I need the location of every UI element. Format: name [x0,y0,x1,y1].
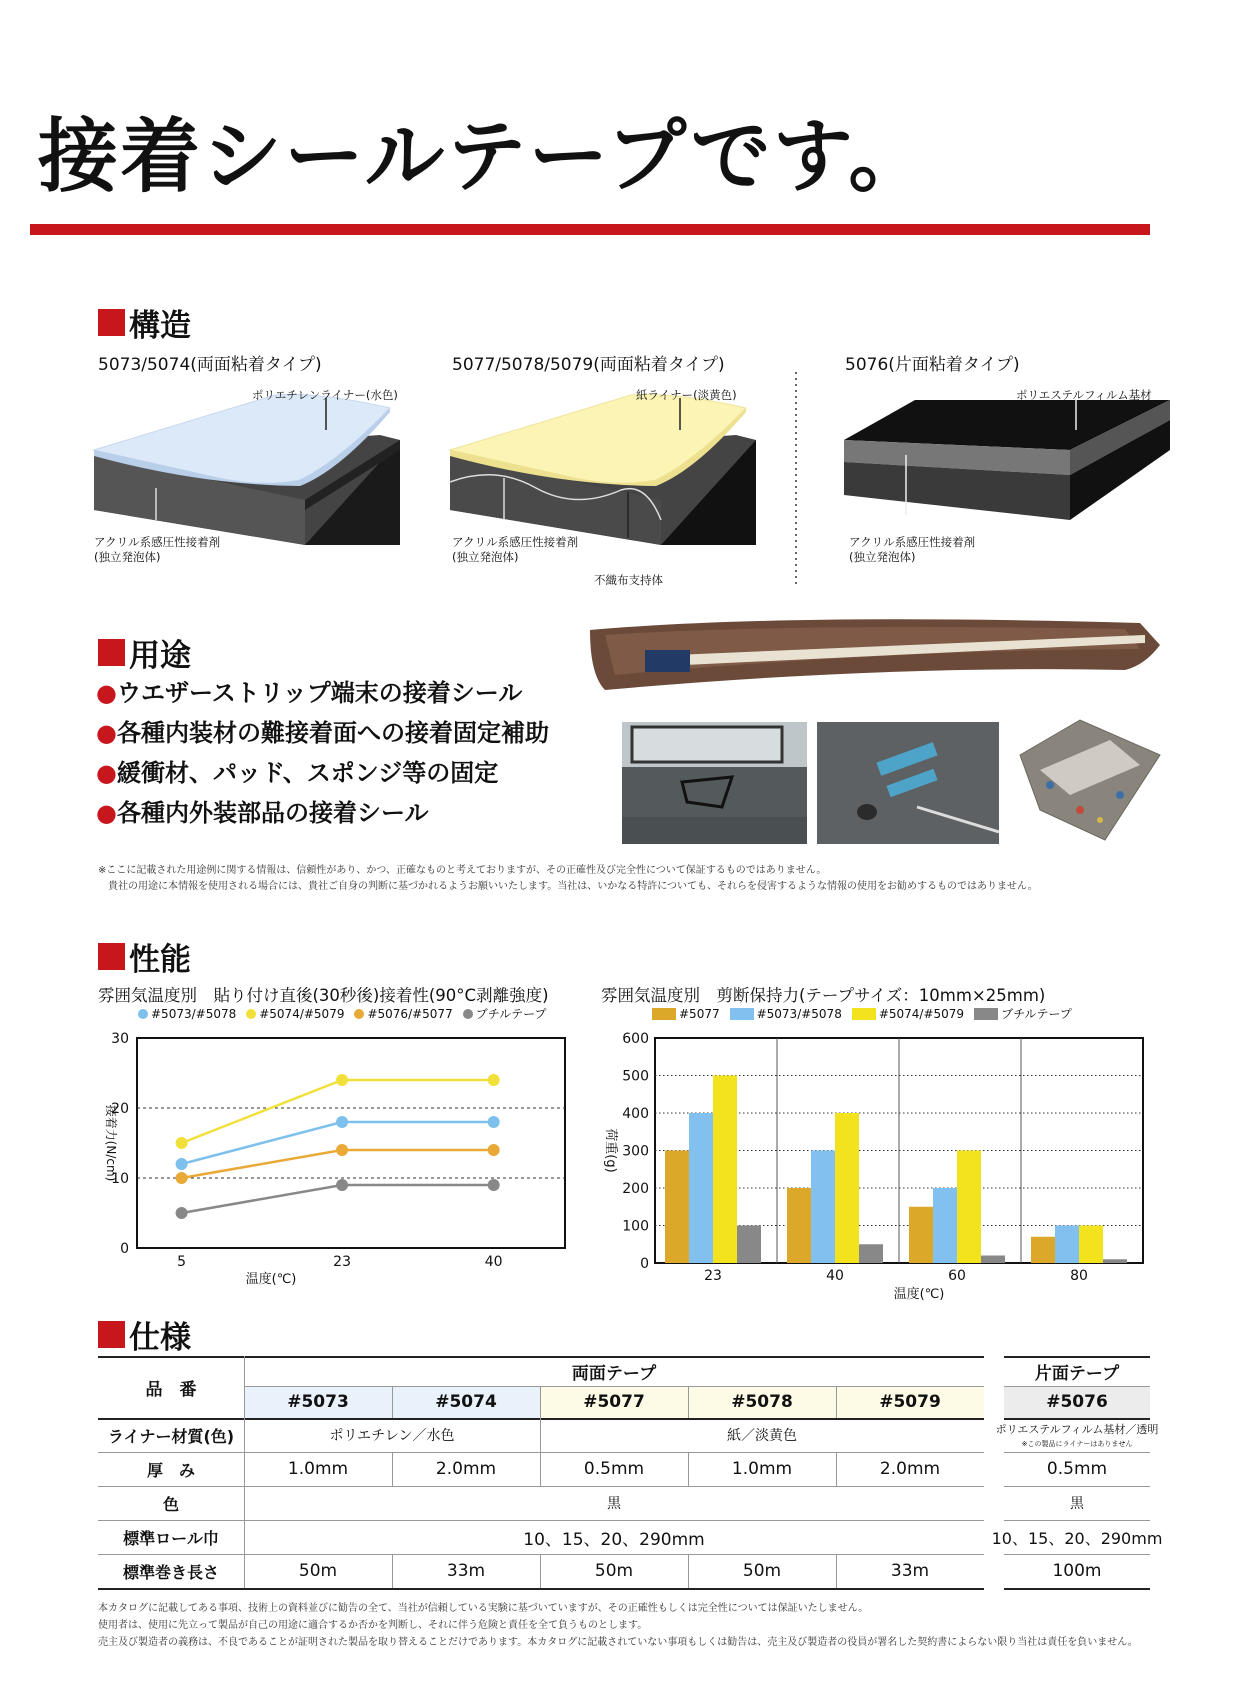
data-point [488,1179,500,1191]
roll-length-label: 標準巻き長さ [122,1562,219,1582]
panel-2-title: 5077/5078/5079(両面粘着タイプ) [452,355,725,375]
roll-length-5073: 50m [298,1561,338,1581]
data-point [336,1144,348,1156]
y-tick-label: 20 [111,1101,129,1117]
legend-swatch [463,1009,473,1019]
interior-photo-1 [622,722,807,844]
bar [713,1076,737,1264]
spec-table [98,1356,1163,1596]
bar [835,1113,859,1263]
liner-pe: ポリエチレン／水色 [329,1428,455,1444]
usage-section-title [98,630,191,675]
single-sided-group: 片面テープ [1034,1363,1120,1384]
footer-line-1: 本カタログに記載してある事項、技術上の資料並びに勧告の全て、当社が信頼している実験に基づいていますが、その正確性もしくは完全性については保証いたしません。 [98,1603,869,1614]
x-tick-label: 80 [1070,1268,1088,1284]
legend-swatch [246,1009,256,1019]
legend-swatch [138,1009,148,1019]
usage-bullet-text: 各種内装材の難接着面への接着固定補助 [116,719,549,747]
usage-note-1: ※ここに記載された用途例に関する情報は、信頼性があり、かつ、正確なものと考えておりますが、その正確性及び完全性について保証するものではありません。 [98,865,827,876]
legend-label: #5073/#5078 [756,1006,842,1021]
y-tick-label: 0 [640,1256,649,1272]
thickness-5076: 0.5mm [1046,1459,1108,1479]
legend-label: #5074/#5079 [878,1006,965,1021]
usage-note-2: 貴社の用途に本情報を使用される場合には、貴社ご自身の判断に基づかれるようお願いいたします。当社は、いかなる特許についても、それらを侵害するような情報の使用をお勧めするものではありません。 [108,881,1038,892]
panel-1-adhesive-label-2: (独立発泡体) [94,550,161,564]
roll-length-5077: 50m [594,1561,634,1581]
y-tick-label: 30 [111,1031,129,1047]
legend-swatch [354,1009,364,1019]
panel-3-title: 5076(片面粘着タイプ) [845,355,1020,375]
bar-chart [595,1020,1155,1305]
x-axis-label: 温度(℃) [245,1272,297,1287]
bar [811,1151,835,1264]
legend-item [138,1007,236,1021]
spec-section-title [98,1312,191,1357]
roll-length-5074: 33m [446,1561,486,1581]
panel-3-diagram [844,400,1170,520]
product-5076: #5076 [1046,1392,1108,1412]
bar [1031,1237,1055,1263]
panel-1-title: 5073/5074(両面粘着タイプ) [98,355,322,375]
y-tick-label: 0 [120,1241,129,1257]
legend-item [652,1007,720,1021]
performance-title-text: 性能 [129,942,191,978]
panel-3-adhesive-label-2: (独立発泡体) [849,550,916,564]
panel-3-base-label: ポリエステルフィルム基材 [1016,388,1152,402]
structure-title-text: 構造 [129,308,191,344]
bar [933,1188,957,1263]
data-point [488,1074,500,1086]
double-sided-group: 両面テープ [571,1363,657,1384]
bar [859,1244,883,1263]
roll-width-single: 10、15、20、290mm [991,1528,1163,1548]
x-tick-label: 40 [484,1254,503,1270]
panel-1-diagram [94,395,400,545]
legend-label: #5076/#5077 [367,1006,453,1021]
legend-label: ブチルテープ [475,1007,547,1021]
y-tick-label: 500 [622,1068,649,1085]
red-square-icon [98,639,125,666]
y-tick-label: 200 [622,1181,649,1197]
color-label: 色 [162,1494,179,1514]
foam-pad-photo [1010,715,1170,850]
thickness-5078: 1.0mm [731,1459,793,1479]
usage-bullet-text: 緩衝材、パッド、スポンジ等の固定 [116,759,499,787]
bar-chart-title: 雰囲気温度別 剪断保持力(テープサイズ：10mm×25mm) [601,986,1046,1005]
y-tick-label: 10 [111,1171,129,1187]
legend-swatch [974,1008,998,1020]
performance-section-title [98,934,191,979]
thickness-5079: 2.0mm [879,1459,941,1479]
y-axis-label: 接着力(N/cm) [104,1104,118,1182]
y-tick-label: 100 [622,1218,649,1235]
legend-label: #5074/#5079 [259,1006,345,1021]
bar [665,1151,689,1264]
y-tick-label: 400 [622,1106,649,1122]
panel-1-liner-label: ポリエチレンライナー(水色) [252,388,398,402]
product-5078: #5078 [731,1392,793,1412]
red-square-icon [98,309,125,336]
color-double: 黒 [607,1496,621,1512]
weatherstrip-photo [585,615,1160,715]
usage-title-text: 用途 [129,638,191,674]
panel-2-diagram [450,395,756,545]
roll-length-5078: 50m [742,1561,782,1581]
thickness-5074: 2.0mm [435,1459,497,1479]
data-point [336,1074,348,1086]
x-tick-label: 23 [333,1254,351,1270]
roll-length-5079: 33m [890,1561,930,1581]
bullet-dot-icon: ● [96,759,117,787]
roll-width-double: 10、15、20、290mm [523,1529,705,1550]
roll-length-5076: 100m [1052,1561,1102,1581]
legend-label: #5077 [679,1006,720,1021]
x-tick-label: 60 [948,1268,966,1284]
bar [1055,1226,1079,1264]
x-tick-label: 40 [826,1268,844,1284]
data-point [176,1172,188,1184]
legend-swatch [652,1008,676,1020]
panel-1-adhesive-label: アクリル系感圧性接着剤 [94,535,221,549]
data-point [176,1137,188,1149]
structure-diagrams [90,370,1170,600]
liner-label: ライナー材質(色) [107,1426,235,1446]
bar [787,1188,811,1263]
data-point [488,1144,500,1156]
color-single: 黒 [1070,1496,1084,1512]
data-point [336,1116,348,1128]
panel-2-support-label: 不織布支持体 [594,573,663,587]
footer-line-2: 使用者は、使用に先立って製品が自己の用途に適合するか否かを判断し、それに伴う危険と責任を全て負うものとします。 [98,1620,648,1631]
liner-5076-note: ※この製品にライナーはありません [1021,1440,1133,1448]
product-header: 品 番 [145,1379,197,1400]
product-5074: #5074 [435,1392,497,1412]
thickness-5073: 1.0mm [287,1459,349,1479]
product-5077: #5077 [583,1392,645,1412]
thickness-5077: 0.5mm [583,1459,645,1479]
liner-5076: ポリエステルフィルム基材／透明 [995,1423,1159,1436]
panel-2-adhesive-label-2: (独立発泡体) [452,550,519,564]
spec-title-text: 仕様 [129,1320,191,1356]
bullet-dot-icon: ● [96,719,117,747]
usage-bullet-2 [96,713,549,748]
legend-swatch [852,1008,876,1020]
data-point [336,1179,348,1191]
data-point [176,1158,188,1170]
legend-item [730,1007,842,1021]
table-rule [1004,1588,1150,1590]
legend-item [246,1007,344,1021]
red-square-icon [98,1321,125,1348]
legend-swatch [730,1008,754,1020]
x-axis-label: 温度(℃) [893,1287,945,1302]
legend-label: #5073/#5078 [151,1006,237,1021]
panel-2-liner-label: 紙ライナー(淡黄色) [636,388,737,402]
bar [737,1226,761,1264]
legend-item [852,1007,964,1021]
legend-label: ブチルテープ [1001,1007,1072,1021]
line-chart-title: 雰囲気温度別 貼り付け直後(30秒後)接着性(90°C剥離強度) [98,986,549,1005]
thickness-label: 厚 み [146,1460,195,1480]
roll-width-label: 標準ロール巾 [123,1528,219,1548]
bullet-dot-icon: ● [96,799,117,827]
usage-bullet-text: 各種内外装部品の接着シール [116,799,429,827]
footer-line-3: 売主及び製造者の義務は、不良であることが証明された製品を取り替えることだけであります。本カタログに記載されていない事項もしくは勧告は、売主及び製造者の役員が署名した契約書によらない限り当社は責任を負いません。 [98,1637,1138,1648]
bullet-dot-icon: ● [96,679,117,707]
usage-bullet-1 [96,673,522,708]
product-5073: #5073 [287,1392,349,1412]
y-tick-label: 300 [622,1143,649,1160]
data-point [176,1207,188,1219]
data-point [488,1116,500,1128]
usage-bullet-3 [96,753,498,788]
table-rule [98,1588,984,1590]
bar [1079,1226,1103,1264]
page-headline: 接着シールテープです。 [38,109,931,203]
liner-paper: 紙／淡黄色 [727,1428,797,1444]
legend-item [354,1007,452,1021]
bar [981,1256,1005,1264]
usage-bullet-4 [96,793,428,828]
interior-photo-2 [817,722,999,844]
structure-section-title [98,300,191,345]
bar [689,1113,713,1263]
bar [1103,1259,1127,1263]
bar [909,1207,933,1263]
plot-area [137,1038,565,1248]
usage-bullet-text: ウエザーストリップ端末の接着シール [116,679,523,707]
x-tick-label: 23 [704,1268,722,1284]
red-square-icon [98,943,125,970]
line-chart [95,1020,575,1305]
product-5079: #5079 [879,1392,941,1412]
bar [957,1151,981,1264]
panel-2-adhesive-label: アクリル系感圧性接着剤 [452,535,579,549]
red-divider [30,224,1150,235]
x-tick-label: 5 [177,1254,187,1270]
y-axis-label: 荷重(g) [603,1128,618,1173]
y-tick-label: 600 [622,1031,649,1047]
panel-3-adhesive-label: アクリル系感圧性接着剤 [849,535,976,549]
